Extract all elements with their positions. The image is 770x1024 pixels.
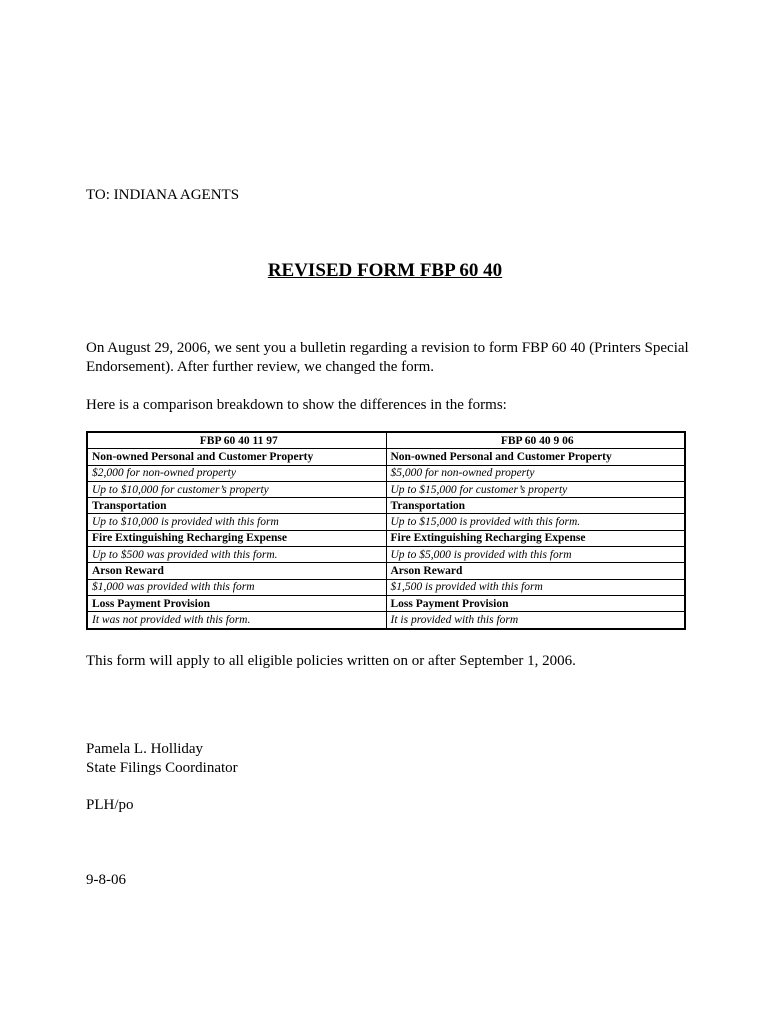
table-row bbox=[87, 498, 685, 514]
table-row bbox=[87, 612, 685, 629]
new-form-cell: Fire Extinguishing Recharging Expense bbox=[386, 530, 685, 546]
old-form-cell: $2,000 for non-owned property bbox=[87, 465, 386, 481]
table-row bbox=[87, 530, 685, 546]
comparison-table bbox=[86, 431, 686, 630]
old-form-cell: Transportation bbox=[87, 498, 386, 514]
intro-paragraph: On August 29, 2006, we sent you a bulletin regarding a revision to form FBP 60 40 (Printers Special Endorsement). After further review, we changed the form. bbox=[86, 340, 689, 375]
old-form-cell: Loss Payment Provision bbox=[87, 595, 386, 611]
old-form-cell: $1,000 was provided with this form bbox=[87, 579, 386, 595]
effective-date-paragraph: This form will apply to all eligible policies written on or after September 1, 2006. bbox=[86, 653, 576, 669]
table-row bbox=[87, 449, 685, 465]
header-old-form: FBP 60 40 11 97 bbox=[87, 432, 386, 449]
table-row bbox=[87, 563, 685, 579]
comparison-intro: Here is a comparison breakdown to show the differences in the forms: bbox=[86, 397, 507, 413]
table-row bbox=[87, 579, 685, 595]
signer-title: State Filings Coordinator bbox=[86, 760, 238, 776]
table-row bbox=[87, 465, 685, 481]
new-form-cell: Non-owned Personal and Customer Property bbox=[386, 449, 685, 465]
document-title: REVISED FORM FBP 60 40 bbox=[267, 260, 503, 281]
new-form-cell: Arson Reward bbox=[386, 563, 685, 579]
old-form-cell: It was not provided with this form. bbox=[87, 612, 386, 629]
new-form-cell: Up to $15,000 is provided with this form. bbox=[386, 514, 685, 530]
table-row bbox=[87, 547, 685, 563]
table-row bbox=[87, 595, 685, 611]
table-row bbox=[87, 514, 685, 530]
new-form-cell: It is provided with this form bbox=[386, 612, 685, 629]
recipient-line: TO: INDIANA AGENTS bbox=[86, 187, 240, 203]
document-date: 9-8-06 bbox=[86, 872, 126, 888]
old-form-cell: Non-owned Personal and Customer Property bbox=[87, 449, 386, 465]
reference-initials: PLH/po bbox=[86, 797, 134, 813]
old-form-cell: Arson Reward bbox=[87, 563, 386, 579]
table-row bbox=[87, 481, 685, 497]
old-form-cell: Up to $10,000 for customer’s property bbox=[87, 481, 386, 497]
new-form-cell: Transportation bbox=[386, 498, 685, 514]
table-header-row bbox=[87, 432, 685, 449]
new-form-cell: Up to $5,000 is provided with this form bbox=[386, 547, 685, 563]
old-form-cell: Up to $500 was provided with this form. bbox=[87, 547, 386, 563]
new-form-cell: Loss Payment Provision bbox=[386, 595, 685, 611]
header-new-form: FBP 60 40 9 06 bbox=[386, 432, 685, 449]
new-form-cell: Up to $15,000 for customer’s property bbox=[386, 481, 685, 497]
comparison-table-body bbox=[87, 449, 685, 629]
new-form-cell: $1,500 is provided with this form bbox=[386, 579, 685, 595]
new-form-cell: $5,000 for non-owned property bbox=[386, 465, 685, 481]
signer-name: Pamela L. Holliday bbox=[86, 741, 204, 757]
old-form-cell: Fire Extinguishing Recharging Expense bbox=[87, 530, 386, 546]
old-form-cell: Up to $10,000 is provided with this form bbox=[87, 514, 386, 530]
